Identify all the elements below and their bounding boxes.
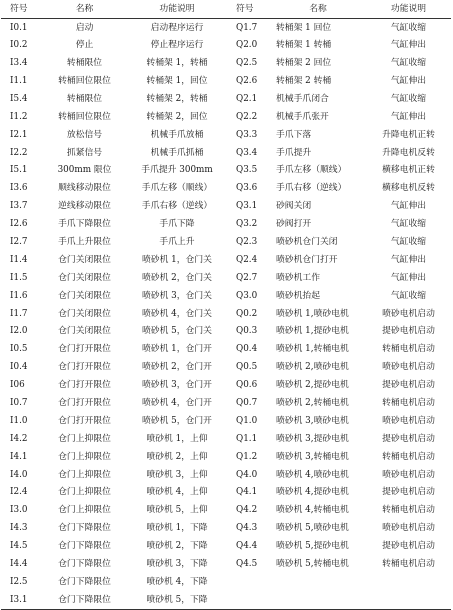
cell-name-in: 手爪上升限位: [58, 237, 111, 248]
cell-name-in: 仓门上抑限位: [58, 487, 111, 498]
cell-name-in: 仓门关闭限位: [58, 254, 111, 265]
cell-symbol-in: I1.1: [10, 76, 28, 86]
cell-symbol-out: Q3.6: [236, 183, 258, 194]
cell-function-in: 喷砂机 3，仓门开: [142, 380, 212, 391]
cell-symbol-out: Q2.4: [236, 254, 258, 265]
cell-symbol-out: Q2.1: [236, 93, 258, 104]
table-row: [1, 305, 451, 323]
cell-function-in: 喷砂机 2，上仰: [146, 451, 208, 462]
cell-symbol-out: Q1.1: [236, 433, 258, 444]
cell-function-in: 启动程序运行: [150, 22, 204, 33]
cell-symbol-out: Q4.0: [236, 469, 258, 480]
cell-name-out: [270, 574, 366, 592]
cell-name-in: 仓门打开限位: [58, 344, 111, 355]
cell-symbol-out: [226, 574, 270, 592]
table-row: [1, 412, 451, 430]
cell-symbol-in: I2.0: [10, 326, 28, 337]
cell-name-out: [270, 591, 366, 609]
table-row: [1, 90, 451, 108]
table-row: [1, 55, 451, 73]
cell-name-in: 仓门下降限位: [41, 591, 128, 609]
cell-name-out: 砂阀关闭: [276, 201, 312, 212]
cell-symbol-out: Q1.2: [236, 451, 258, 462]
cell-symbol-out: Q3.0: [236, 290, 258, 301]
cell-name-out: 喷砂机 2,转桶电机: [276, 398, 349, 409]
cell-symbol-out: Q4.1: [236, 487, 258, 498]
table-row: [1, 162, 451, 180]
table-row: [1, 180, 451, 198]
cell-name-out: 转桶架 2 回位: [276, 58, 332, 69]
cell-symbol-in: I1.5: [10, 272, 28, 283]
cell-symbol-in: I4.0: [10, 469, 28, 480]
cell-symbol-out: Q0.7: [236, 398, 258, 409]
cell-name-out: 手爪右移（逆线）: [276, 183, 347, 194]
table-header-row: [1, 1, 451, 19]
cell-function-out: 横移电机正转: [382, 165, 435, 176]
cell-function-in: 机械手爪抓桶: [150, 147, 204, 158]
header-function-left: 功能说明: [128, 1, 226, 19]
cell-name-out: 喷砂机 1,喷砂电机: [276, 308, 349, 319]
cell-name-in: 仓门上抑限位: [58, 469, 111, 480]
cell-name-out: 喷砂机 4,喷砂电机: [276, 469, 349, 480]
cell-function-in: 喷砂机 2，仓门开: [142, 362, 212, 373]
cell-symbol-out: Q4.3: [236, 523, 258, 534]
cell-function-in: 喷砂机 1，下降: [146, 523, 208, 534]
cell-symbol-in: I06: [10, 380, 25, 391]
cell-function-in: 手爪提升 300mm: [141, 165, 213, 176]
header-name-right: 名称: [270, 1, 366, 19]
cell-function-in: 转桶架 2，转桶: [146, 93, 208, 104]
table-row: [1, 484, 451, 502]
cell-symbol-out: Q3.4: [236, 147, 258, 158]
cell-symbol-in: I1.7: [10, 308, 28, 319]
cell-symbol-out: Q1.0: [236, 415, 258, 426]
table-body: [1, 19, 451, 609]
cell-name-out: 喷砂机仓门打开: [276, 254, 338, 265]
cell-name-out: 喷砂机 5,提砂电机: [276, 541, 349, 552]
cell-symbol-in: I4.4: [10, 559, 28, 570]
cell-symbol-in: I0.1: [10, 22, 28, 33]
table-row: [1, 341, 451, 359]
cell-function-in: 喷砂机 5，仓门关: [142, 326, 212, 337]
io-assignment-table: [1, 1, 451, 610]
table-row: [1, 574, 451, 592]
header-function-right: 功能说明: [366, 1, 451, 19]
cell-symbol-in: I2.1: [10, 129, 28, 140]
cell-name-out: 转桶架 1 转桶: [276, 40, 332, 51]
cell-symbol-in: I1.6: [10, 290, 28, 301]
cell-symbol-in: I2.2: [10, 147, 28, 158]
cell-name-out: 机械手爪张开: [276, 111, 329, 122]
cell-function-out: 升降电机反转: [382, 147, 435, 158]
cell-function-out: 气缸伸出: [390, 201, 427, 212]
cell-symbol-in: I5.4: [10, 93, 28, 104]
cell-function-out: 提砂电机启动: [382, 541, 435, 552]
cell-name-in: 转桶回位限位: [58, 111, 111, 122]
cell-name-in: 手爪下降限位: [58, 219, 111, 230]
cell-symbol-in: I3.4: [10, 58, 28, 69]
cell-name-in: 转桶回位限位: [58, 76, 111, 86]
cell-name-in: 转桶限位: [66, 58, 103, 69]
cell-symbol-in: I4.3: [10, 523, 28, 534]
cell-name-out: 喷砂机 3,喷砂电机: [276, 415, 349, 426]
cell-name-in: 顺线移动限位: [58, 183, 111, 194]
cell-function-out: 气缸收缩: [390, 93, 427, 104]
cell-name-out: 喷砂机 3,提砂电机: [276, 433, 349, 444]
cell-function-in: 手爪左移（顺线）: [141, 183, 213, 194]
cell-symbol-in: I3.6: [10, 183, 28, 194]
cell-name-in: 逆线移动限位: [58, 201, 111, 212]
cell-name-out: 喷砂机 5,转桶电机: [276, 559, 349, 570]
header-symbol-left: 符号: [1, 1, 41, 19]
cell-symbol-out: Q4.4: [236, 541, 258, 552]
cell-symbol-in: I1.2: [10, 111, 28, 122]
cell-name-in: 仓门打开限位: [58, 398, 111, 409]
cell-function-out: 气缸伸出: [390, 76, 427, 86]
table-row: [1, 108, 451, 126]
cell-symbol-in: I4.1: [10, 451, 28, 462]
cell-symbol-in: I3.0: [10, 505, 28, 516]
cell-symbol-out: Q2.7: [236, 272, 258, 283]
cell-symbol-out: Q0.2: [236, 308, 258, 319]
cell-function-in: 转桶架 1，转桶: [146, 58, 208, 69]
cell-function-out: 气缸伸出: [390, 111, 427, 122]
cell-symbol-out: Q4.5: [236, 559, 258, 570]
cell-name-in: 仓门上抑限位: [58, 451, 111, 462]
cell-name-in: 仓门关闭限位: [58, 326, 111, 337]
cell-symbol-out: Q3.2: [236, 219, 258, 230]
cell-function-out: 转桶电机启动: [382, 451, 435, 462]
cell-function-in: 停止程序运行: [150, 40, 204, 51]
cell-name-in: 抓紧信号: [66, 147, 103, 158]
cell-function-out: 喷砂电机启动: [382, 362, 435, 373]
cell-function-out: 气缸收缩: [390, 290, 427, 301]
cell-symbol-in: I2.6: [10, 219, 28, 230]
cell-symbol-out: Q0.4: [236, 344, 258, 355]
cell-symbol-in: I0.7: [10, 398, 28, 409]
cell-function-out: 气缸伸出: [390, 40, 427, 51]
cell-name-out: 喷砂机 5,喷砂电机: [276, 523, 349, 534]
table-row: [1, 19, 451, 37]
cell-function-in: 喷砂机 1，仓门关: [142, 254, 212, 265]
cell-symbol-in: I1.0: [10, 415, 28, 426]
cell-name-in: 300mm 限位: [57, 165, 112, 176]
cell-name-in: 启动: [75, 22, 94, 33]
table-row: [1, 251, 451, 269]
table-row: [1, 520, 451, 538]
cell-function-out: 气缸伸出: [390, 254, 427, 265]
cell-symbol-in: I2.7: [10, 237, 28, 248]
cell-name-in: 仓门上抑限位: [58, 505, 111, 516]
cell-function-out: 提砂电机启动: [382, 433, 435, 444]
table-row: [1, 126, 451, 144]
table-row: [1, 323, 451, 341]
cell-name-out: 转桶架 1 回位: [276, 22, 332, 33]
table-row: [1, 269, 451, 287]
cell-symbol-out: Q2.3: [236, 237, 258, 248]
table-row: [1, 144, 451, 162]
cell-name-in: 仓门关闭限位: [58, 272, 111, 283]
cell-name-out: 手爪提升: [276, 147, 312, 158]
cell-function-out: 喷砂电机启动: [382, 415, 435, 426]
cell-symbol-in: I5.1: [10, 165, 28, 176]
cell-name-out: 喷砂机 4,转桶电机: [276, 505, 349, 516]
cell-function-in: 喷砂机 1，上仰: [146, 433, 208, 444]
cell-name-in: 仓门打开限位: [58, 380, 111, 391]
cell-function-out: 提砂电机启动: [382, 487, 435, 498]
cell-name-in: 仓门下降限位: [58, 576, 111, 587]
cell-function-out: 喷砂电机启动: [382, 308, 435, 319]
cell-name-out: 喷砂机抬起: [276, 290, 320, 301]
cell-name-out: 手爪下落: [276, 129, 312, 140]
cell-function-in: 喷砂机 3，上仰: [146, 469, 208, 480]
table-row: [1, 287, 451, 305]
cell-symbol-out: Q4.2: [236, 505, 258, 516]
cell-function-in: 喷砂机 5，下降: [128, 591, 226, 609]
cell-symbol-out: Q2.5: [236, 58, 258, 69]
cell-function-in: 转桶架 2，回位: [146, 111, 208, 122]
cell-symbol-in: I0.5: [10, 344, 28, 355]
table-row: [1, 395, 451, 413]
cell-symbol-out: Q2.2: [236, 111, 258, 122]
table-row: [1, 73, 451, 91]
table-row: [1, 556, 451, 574]
cell-function-out: 提砂电机启动: [382, 380, 435, 391]
cell-function-out: 提砂电机启动: [382, 326, 435, 337]
table-row: [1, 466, 451, 484]
cell-symbol-out: Q0.6: [236, 380, 258, 391]
table-row: [1, 377, 451, 395]
table-row: [1, 359, 451, 377]
cell-function-in: 喷砂机 3，下降: [146, 559, 208, 570]
cell-function-in: 喷砂机 1，仓门开: [142, 344, 212, 355]
cell-name-in: 仓门下降限位: [58, 523, 111, 534]
cell-function-in: 转桶架 1，回位: [146, 76, 208, 86]
cell-function-out: 转桶电机启动: [382, 559, 435, 570]
header-symbol-right: 符号: [226, 1, 270, 19]
cell-function-out: 转桶电机启动: [382, 505, 435, 516]
cell-function-in: 机械手爪放桶: [150, 129, 204, 140]
cell-function-out: 气缸收缩: [390, 22, 427, 33]
table-row: [1, 216, 451, 234]
cell-function-in: 喷砂机 4，仓门开: [142, 398, 212, 409]
cell-symbol-in: I3.7: [10, 201, 28, 212]
cell-symbol-in: I2.4: [10, 487, 28, 498]
cell-symbol-out: Q3.3: [236, 129, 258, 140]
cell-function-out: 转桶电机启动: [382, 344, 435, 355]
cell-function-out: 喷砂电机启动: [382, 523, 435, 534]
cell-name-in: 转桶限位: [66, 93, 103, 104]
cell-function-out: 转桶电机启动: [382, 398, 435, 409]
cell-name-out: 喷砂机 1,提砂电机: [276, 326, 349, 337]
table-row: [1, 198, 451, 216]
cell-name-in: 仓门下降限位: [58, 541, 111, 552]
cell-name-out: 喷砂机 3,转桶电机: [276, 451, 349, 462]
cell-name-in: 放松信号: [66, 129, 103, 140]
cell-name-in: 停止: [75, 40, 94, 51]
cell-name-out: 砂阀打开: [276, 219, 312, 230]
cell-function-in: 喷砂机 5，仓门开: [142, 415, 212, 426]
cell-function-in: 手爪上升: [159, 237, 195, 248]
cell-symbol-in: I3.1: [1, 591, 41, 609]
cell-symbol-in: I2.5: [10, 576, 28, 587]
cell-symbol-in: I1.4: [10, 254, 28, 265]
cell-function-in: 手爪下降: [159, 219, 195, 230]
table-row: [1, 538, 451, 556]
cell-name-in: 仓门下降限位: [58, 559, 111, 570]
cell-name-out: 喷砂机仓门关闭: [276, 237, 338, 248]
cell-function-in: 喷砂机 3，仓门关: [142, 290, 212, 301]
cell-name-out: 喷砂机 2,喷砂电机: [276, 362, 349, 373]
table-row: [1, 448, 451, 466]
cell-symbol-out: Q3.5: [236, 165, 258, 176]
cell-symbol-in: I4.5: [10, 541, 28, 552]
cell-function-in: 手爪右移（逆线）: [141, 201, 213, 212]
table-row: [1, 234, 451, 252]
cell-function-in: 喷砂机 4，上仰: [146, 487, 208, 498]
cell-function-out: 喷砂电机启动: [382, 469, 435, 480]
cell-symbol-in: I4.2: [10, 433, 28, 444]
cell-function-out: 气缸伸出: [390, 272, 427, 283]
cell-symbol-out: [226, 591, 270, 609]
cell-name-in: 仓门打开限位: [58, 362, 111, 373]
cell-function-out: 升降电机正转: [382, 129, 435, 140]
cell-name-in: 仓门打开限位: [58, 415, 111, 426]
cell-name-in: 仓门上抑限位: [58, 433, 111, 444]
cell-function-in: 喷砂机 5，上仰: [146, 505, 208, 516]
cell-name-out: 喷砂机 2,提砂电机: [276, 380, 349, 391]
table-row: [1, 591, 451, 609]
cell-function-out: 气缸收缩: [390, 219, 427, 230]
cell-function-in: 喷砂机 4，下降: [146, 576, 208, 587]
cell-function-in: 喷砂机 4，仓门关: [142, 308, 212, 319]
table-row: [1, 430, 451, 448]
cell-function-out: [366, 591, 451, 609]
cell-function-in: 喷砂机 2，下降: [146, 541, 208, 552]
cell-function-out: 气缸收缩: [390, 58, 427, 69]
cell-name-in: 仓门关闭限位: [58, 308, 111, 319]
table-row: [1, 502, 451, 520]
cell-function-in: 喷砂机 2，仓门关: [142, 272, 212, 283]
cell-symbol-out: Q2.0: [236, 40, 258, 51]
cell-symbol-out: Q1.7: [236, 22, 258, 33]
cell-symbol-out: Q0.5: [236, 362, 258, 373]
cell-name-out: 机械手爪闭合: [276, 93, 329, 104]
cell-name-out: 转桶架 2 转桶: [276, 76, 332, 86]
cell-name-in: 仓门关闭限位: [58, 290, 111, 301]
cell-symbol-in: I0.4: [10, 362, 28, 373]
cell-name-out: 手爪左移（顺线）: [276, 165, 347, 176]
cell-function-out: 气缸收缩: [390, 237, 427, 248]
cell-function-out: 横移电机反转: [382, 183, 435, 194]
cell-symbol-out: Q3.1: [236, 201, 258, 212]
table-row: [1, 37, 451, 55]
cell-symbol-in: I0.2: [10, 40, 28, 51]
cell-function-out: [366, 574, 451, 592]
header-name-left: 名称: [41, 1, 128, 19]
cell-symbol-out: Q0.3: [236, 326, 258, 337]
cell-name-out: 喷砂机 1,转桶电机: [276, 344, 349, 355]
cell-symbol-out: Q2.6: [236, 76, 258, 86]
cell-name-out: 喷砂机工作: [276, 272, 320, 283]
cell-name-out: 喷砂机 4,提砂电机: [276, 487, 349, 498]
